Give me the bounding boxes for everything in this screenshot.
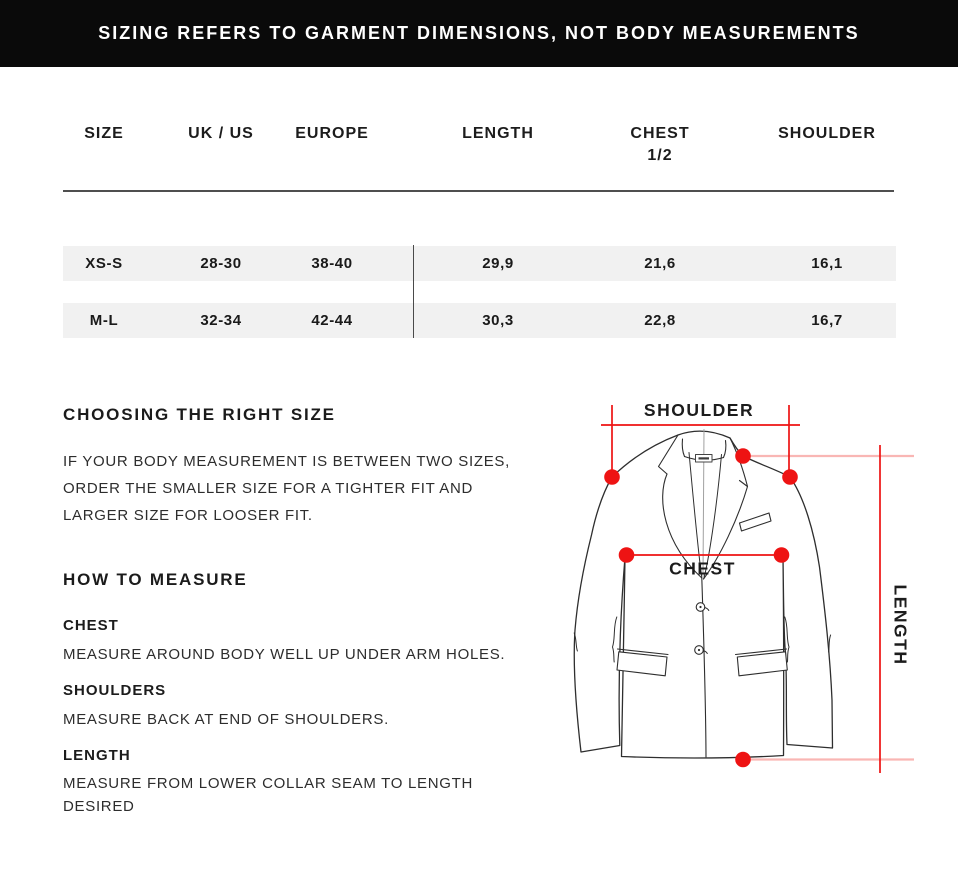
col-header-chest: CHEST 1/2: [630, 125, 690, 164]
table-row-xs-s: [63, 246, 896, 281]
cell-shoulder: 16,7: [811, 312, 843, 329]
col-header-europe: EUROPE: [295, 125, 369, 142]
col-header-uk-us: UK / US: [188, 125, 254, 142]
jacket-measurement-diagram: [568, 395, 958, 886]
paragraph-line: IF YOUR BODY MEASUREMENT IS BETWEEN TWO SIZES,: [63, 453, 510, 470]
cell-size: M-L: [89, 312, 119, 329]
size-table-header-row: [63, 123, 896, 185]
measure-shoulders-title: SHOULDERS: [63, 682, 167, 699]
cell-uk-us: 32-34: [200, 312, 242, 329]
measure-chest-title: CHEST: [63, 617, 119, 634]
shoulder-point-right: [782, 469, 798, 485]
measure-shoulders-desc: MEASURE BACK AT END OF SHOULDERS.: [63, 711, 389, 728]
jacket-diagram-svg: [568, 395, 958, 886]
shoulder-diagram-label: SHOULDER: [643, 400, 755, 420]
cell-chest: 22,8: [644, 312, 676, 329]
chest-diagram-label: CHEST: [669, 558, 736, 579]
chest-point-right: [774, 547, 790, 563]
choosing-size-paragraph: [63, 448, 510, 529]
hem-point: [735, 752, 751, 768]
collar-point: [735, 448, 751, 464]
chest-point-left: [619, 547, 635, 563]
cell-europe: 42-44: [311, 312, 353, 329]
cell-length: 30,3: [482, 312, 514, 329]
how-to-measure-heading: HOW TO MEASURE: [63, 570, 248, 589]
cell-uk-us: 28-30: [200, 255, 242, 272]
cell-shoulder: 16,1: [811, 255, 843, 272]
shoulder-point-left: [604, 469, 620, 485]
header-underline: [63, 190, 894, 192]
table-column-divider: [413, 245, 414, 338]
col-header-length: LENGTH: [462, 125, 534, 142]
cell-size: XS-S: [85, 255, 123, 272]
cell-chest: 21,6: [644, 255, 676, 272]
choosing-size-heading: CHOOSING THE RIGHT SIZE: [63, 405, 336, 424]
col-header-shoulder: SHOULDER: [778, 125, 876, 142]
cell-length: 29,9: [482, 255, 514, 272]
banner-text: SIZING REFERS TO GARMENT DIMENSIONS, NOT BODY MEASUREMENTS: [98, 23, 860, 43]
paragraph-line: LARGER SIZE FOR LOOSER FIT.: [63, 507, 313, 524]
cell-europe: 38-40: [311, 255, 353, 272]
col-header-size: SIZE: [84, 125, 124, 142]
measure-chest-desc: MEASURE AROUND BODY WELL UP UNDER ARM HOLES.: [63, 646, 506, 663]
length-diagram-label: LENGTH: [890, 584, 911, 666]
measure-length-desc: MEASURE FROM LOWER COLLAR SEAM TO LENGTH DESIRED: [63, 775, 474, 815]
measure-length-title: LENGTH: [63, 747, 131, 764]
paragraph-line: ORDER THE SMALLER SIZE FOR A TIGHTER FIT AND: [63, 480, 474, 497]
table-row-m-l: [63, 303, 896, 338]
top-banner: [0, 0, 958, 67]
